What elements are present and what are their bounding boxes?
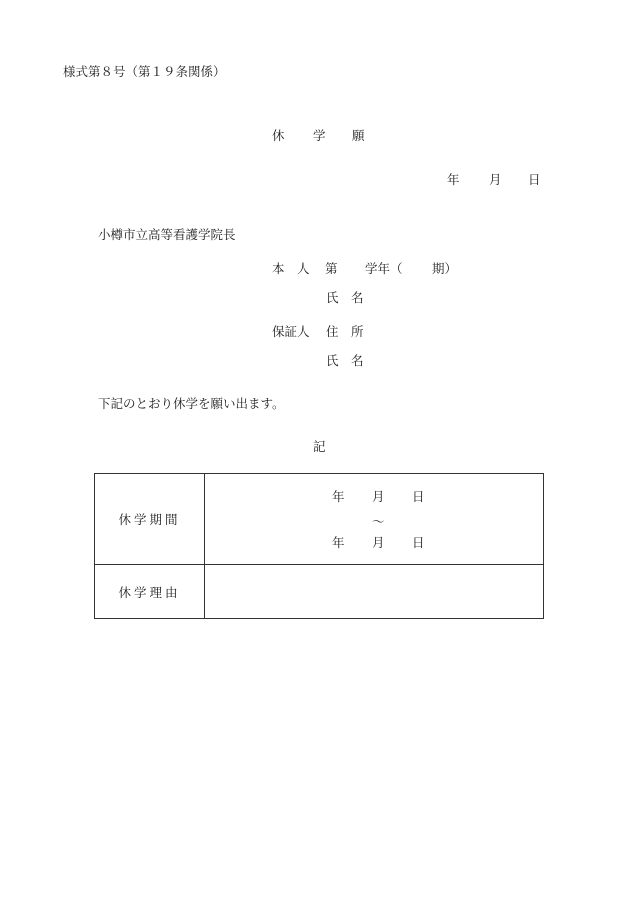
guarantor-label: 保証人 xyxy=(272,324,310,339)
date-day-field[interactable]: 日 xyxy=(528,172,541,187)
period-cell[interactable] xyxy=(205,474,544,565)
student-name-label-1: 氏 xyxy=(326,290,339,305)
title-char-1: 休 xyxy=(272,128,285,143)
guarantor-address-label-2: 所 xyxy=(351,324,364,339)
period-start-day: 日 xyxy=(412,489,425,504)
term-field[interactable]: 期） xyxy=(432,261,458,276)
student-name-label-2: 名 xyxy=(351,290,364,305)
guarantor-address-label-1: 住 xyxy=(326,324,339,339)
ki-heading: 記 xyxy=(313,439,326,454)
period-tilde: ～ xyxy=(372,514,385,529)
leave-details-table xyxy=(94,473,544,619)
period-end-day: 日 xyxy=(412,535,425,550)
period-start-year: 年 xyxy=(332,489,345,504)
reason-field[interactable] xyxy=(205,565,544,619)
date-month-field[interactable]: 月 xyxy=(489,172,502,187)
title-char-2: 学 xyxy=(313,128,326,143)
date-year-field[interactable]: 年 xyxy=(447,172,460,187)
reason-label: 休学理由 xyxy=(95,565,205,619)
period-start-month: 月 xyxy=(372,489,385,504)
student-label-char-2: 人 xyxy=(297,261,310,276)
grade-prefix: 第 xyxy=(325,261,338,276)
period-end-year: 年 xyxy=(332,535,345,550)
table-row-reason xyxy=(95,565,544,619)
table-row-period xyxy=(95,474,544,565)
request-sentence: 下記のとおり休学を願い出ます。 xyxy=(98,396,285,411)
form-number: 様式第８号（第１９条関係） xyxy=(63,64,226,79)
grade-field[interactable]: 学年（ xyxy=(365,261,403,276)
period-end-month: 月 xyxy=(372,535,385,550)
period-label: 休学期間 xyxy=(95,474,205,565)
student-label-char-1: 本 xyxy=(272,261,285,276)
addressee: 小樽市立高等看護学院長 xyxy=(98,227,236,242)
guarantor-name-label-2: 名 xyxy=(351,353,364,368)
guarantor-name-label-1: 氏 xyxy=(326,353,339,368)
title-char-3: 願 xyxy=(352,128,365,143)
